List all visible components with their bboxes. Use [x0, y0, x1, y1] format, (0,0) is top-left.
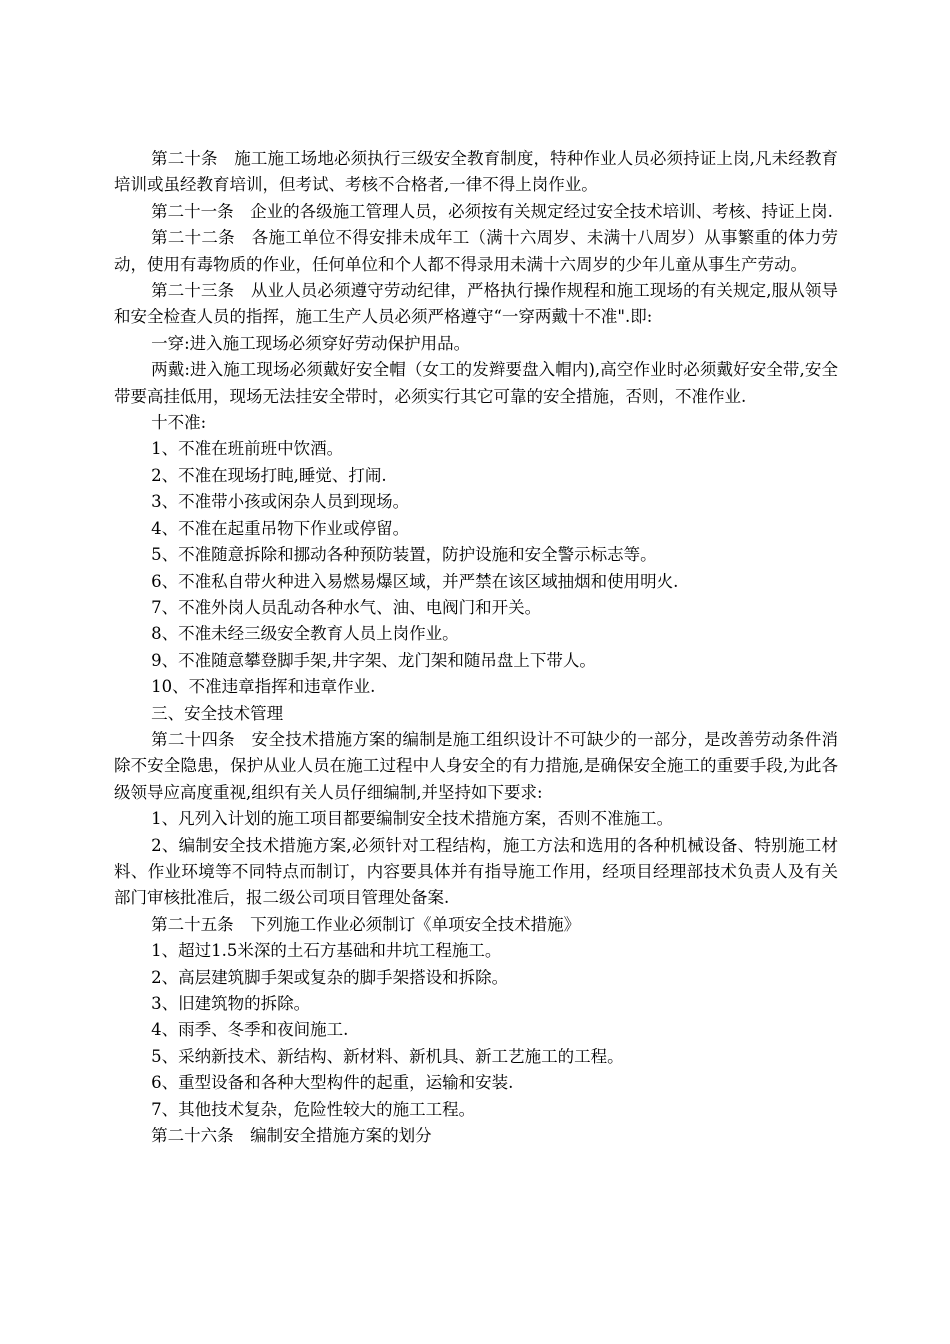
article-25-item-4: 4、雨季、冬季和夜间施工.	[151, 1020, 349, 1040]
prohibition-item-5: 5、不准随意拆除和挪动各种预防装置，防护设施和安全警示标志等。	[151, 545, 657, 565]
prohibition-item-8: 8、不准未经三级安全教育人员上岗作业。	[151, 624, 459, 644]
article-24-requirement-2: 2、编制安全技术措施方案,必须针对工程结构，施工方法和选用的各种机械设备、特别施工材料、作业环境等不同特点而制订，内容要具体并有指导施工作用，经项目经理部技术负责人及有关部门审核批准后，报二级公司项目管理处备案.	[114, 835, 838, 908]
prohibition-item-6: 6、不准私自带火种进入易燃易爆区域，并严禁在该区域抽烟和使用明火.	[151, 571, 679, 591]
section-heading-safety-tech: 三、安全技术管理	[151, 703, 284, 723]
article-25-item-1: 1、超过1.5米深的土石方基础和井坑工程施工。	[151, 941, 502, 961]
article-25-item-7: 7、其他技术复杂，危险性较大的施工工程。	[151, 1099, 476, 1119]
prohibition-item-9: 9、不准随意攀登脚手架,井字架、龙门架和随吊盘上下带人。	[151, 650, 596, 670]
one-wear-paragraph: 一穿:进入施工现场必须穿好劳动保护用品。	[151, 333, 471, 353]
article-23-paragraph: 第二十三条 从业人员必须遵守劳动纪律，严格执行操作规程和施工现场的有关规定,服从领导和安全检查人员的指挥，施工生产人员必须严格遵守“一穿两戴十不准".即:	[114, 281, 838, 327]
prohibition-item-1: 1、不准在班前班中饮酒。	[151, 439, 344, 459]
prohibition-item-10: 10、不准违章指挥和违章作业.	[151, 677, 376, 697]
article-20-paragraph: 第二十条 施工施工场地必须执行三级安全教育制度，特种作业人员必须持证上岗,凡未经教育培训或虽经教育培训，但考试、考核不合格者,一律不得上岗作业。	[114, 149, 838, 195]
prohibition-item-3: 3、不准带小孩或闲杂人员到现场。	[151, 492, 410, 512]
prohibition-item-7: 7、不准外岗人员乱动各种水气、油、电阀门和开关。	[151, 597, 542, 617]
article-25-heading: 第二十五条 下列施工作业必须制订《单项安全技术措施》	[151, 914, 581, 934]
article-26-heading: 第二十六条 编制安全措施方案的划分	[151, 1126, 432, 1146]
article-24-paragraph: 第二十四条 安全技术措施方案的编制是施工组织设计不可缺少的一部分，是改善劳动条件消除不安全隐患，保护从业人员在施工过程中人身安全的有力措施,是确保安全施工的重要手段,为此各级领导应高度重视,组织有关人员仔细编制,并坚持如下要求:	[114, 729, 838, 802]
article-21-paragraph: 第二十一条 企业的各级施工管理人员，必须按有关规定经过安全技术培训、考核、持证上岗.	[151, 201, 833, 221]
two-wear-paragraph: 两戴:进入施工现场必须戴好安全帽（女工的发辫要盘入帽内),高空作业时必须戴好安全带,安全带要高挂低用，现场无法挂安全带时，必须实行其它可靠的安全措施，否则，不准作业.	[114, 360, 838, 406]
article-25-item-3: 3、旧建筑物的拆除。	[151, 994, 311, 1013]
article-22-paragraph: 第二十二条 各施工单位不得安排未成年工（满十六周岁、未满十八周岁）从事繁重的体力劳动，使用有毒物质的作业，任何单位和个人都不得录用未满十六周岁的少年儿童从事生产劳动。	[114, 228, 838, 274]
prohibition-item-4: 4、不准在起重吊物下作业或停留。	[151, 518, 410, 538]
article-25-item-2: 2、高层建筑脚手架或复杂的脚手架搭设和拆除。	[151, 967, 509, 987]
article-25-item-6: 6、重型设备和各种大型构件的起重，运输和安装.	[151, 1073, 514, 1093]
document-page	[114, 146, 838, 1149]
article-24-requirement-1: 1、凡列入计划的施工项目都要编制安全技术措施方案，否则不准施工。	[151, 809, 674, 829]
prohibition-item-2: 2、不准在现场打盹,睡觉、打闹.	[151, 465, 387, 485]
article-25-item-5: 5、采纳新技术、新结构、新材料、新机具、新工艺施工的工程。	[151, 1046, 624, 1066]
ten-prohibitions-heading: 十不准:	[151, 413, 207, 433]
